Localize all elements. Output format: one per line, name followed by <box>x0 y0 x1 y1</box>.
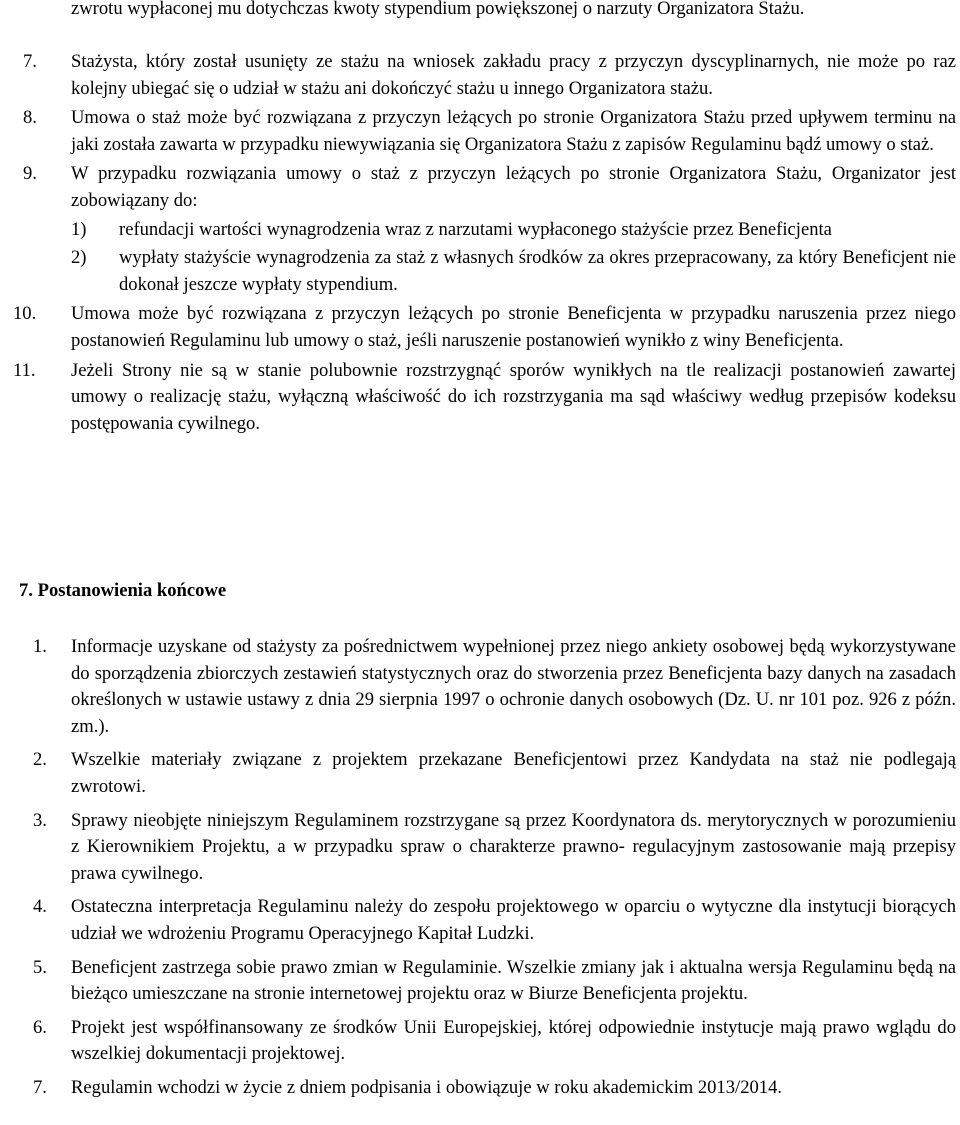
item-number: 1. <box>33 636 47 657</box>
item-text: Jeżeli Strony nie są w stanie polubownie rozstrzygnąć sporów wynikłych na tle realizacji postanowień zawartej umowy o realizację stażu, wyłączną właściwość do ich rozstrzygania ma sąd właściwy według przepisów kodeksu postępowania cywilnego. <box>71 359 956 434</box>
list-item <box>33 894 956 947</box>
list-item <box>33 1075 956 1102</box>
item-number: 10. <box>13 303 37 325</box>
termination-list <box>0 49 960 437</box>
item-number: 9. <box>23 163 37 185</box>
item-text: Wszelkie materiały związane z projektem przekazane Beneficjentowi przez Kandydata na staż nie podlegają zwrotowi. <box>71 749 956 797</box>
item-text: Umowa może być rozwiązana z przyczyn leżących po stronie Beneficjenta w przypadku naruszenia przez niego postanowień Regulaminu lub umowy o staż, jeśli naruszenie postanowień wynikło z winy Beneficjenta. <box>71 303 956 351</box>
sub-item-number: 1) <box>71 218 87 240</box>
sub-item-text: refundacji wartości wynagrodzenia wraz z narzutami wypłaconego stażyście przez Beneficjenta <box>119 218 832 240</box>
list-item <box>13 358 956 438</box>
item-number: 7. <box>23 51 37 72</box>
item-text: Informacje uzyskane od stażysty za pośrednictwem wypełnionej przez niego ankiety osobowej będą wykorzystywane do sporządzenia zbiorczych zestawień statystycznych oraz do stworzenia przez Beneficjenta bazy danych na zasadach określonych w ustawie ustawy z dnia 29 sierpnia 1997 o ochronie danych osobowych (Dz. U. nr 101 poz. 926 z późn. zm.). <box>71 636 956 737</box>
item-number: 11. <box>13 359 36 381</box>
final-provisions-list <box>33 634 956 1109</box>
list-item <box>23 105 956 158</box>
item-number: 3. <box>33 809 47 831</box>
sub-item-text: wypłaty stażyście wynagrodzenia za staż z własnych środków za okres przepracowany, za który Beneficjent nie dokonał jeszcze wypłaty stypendium. <box>119 247 956 295</box>
list-item <box>33 1015 956 1068</box>
list-item <box>33 634 956 740</box>
list-item <box>33 747 956 800</box>
list-item <box>33 808 956 888</box>
item-text: Projekt jest współfinansowany ze środków Unii Europejskiej, której odpowiednie instytucje mają prawo wglądu do wszelkiej dokumentacji projektowej. <box>71 1016 956 1065</box>
sub-item-number: 2) <box>71 247 87 269</box>
item-text: Stażysta, który został usunięty ze stażu na wniosek zakładu pracy z przyczyn dyscyplinarnych, nie może po raz kolejny ubiegać się o udział w stażu ani dokończyć stażu u innego Organizatora stażu. <box>71 51 956 99</box>
item-number: 7. <box>33 1076 47 1098</box>
item-text: W przypadku rozwiązania umowy o staż z przyczyn leżących po stronie Organizatora Stażu, Organizator jest zobowiązany do: <box>71 163 956 211</box>
list-item <box>13 301 956 354</box>
item-text: Sprawy nieobjęte niniejszym Regulaminem rozstrzygane są przez Koordynatora ds. merytorycznych w porozumieniu z Kierownikiem Projektu, a w przypadku spraw o charakterze prawno- regulacyjnym zastosowanie mają przepisy prawa cywilnego. <box>71 809 956 884</box>
item-number: 5. <box>33 956 47 978</box>
item-number: 8. <box>23 107 37 129</box>
item-number: 2. <box>33 749 47 771</box>
item-text: Beneficjent zastrzega sobie prawo zmian w Regulaminie. Wszelkie zmiany jak i aktualna wersja Regulaminu będą na bieżąco umieszczane na stronie internetowej projektu oraz w Biurze Beneficjenta projektu. <box>71 956 956 1005</box>
sub-list-item <box>71 245 956 298</box>
list-item <box>23 49 956 102</box>
list-item <box>33 955 956 1008</box>
section-heading: 7. Postanowienia końcowe <box>19 580 227 601</box>
item-text: Umowa o staż może być rozwiązana z przyczyn leżących po stronie Organizatora Stażu przed upływem terminu na jaki została zawarta w przypadku niewywiązania się Organizatora Stażu z zapisów Regulaminu bądź umowy o staż. <box>71 107 956 155</box>
list-item <box>23 161 956 298</box>
item-number: 4. <box>33 896 47 918</box>
item-text: Regulamin wchodzi w życie z dniem podpisania i obowiązuje w roku akademickim 2013/2014. <box>71 1076 783 1098</box>
intro-continued-text: zwrotu wypłaconej mu dotychczas kwoty stypendium powiększonej o narzuty Organizatora Stażu. <box>71 0 805 19</box>
item-text: Ostateczna interpretacja Regulaminu należy do zespołu projektowego w oparciu o wytyczne dla instytucji biorących udział we wdrożeniu Programu Operacyjnego Kapitał Ludzki. <box>71 896 956 944</box>
sub-list-item <box>71 217 956 244</box>
item-number: 6. <box>33 1016 47 1038</box>
